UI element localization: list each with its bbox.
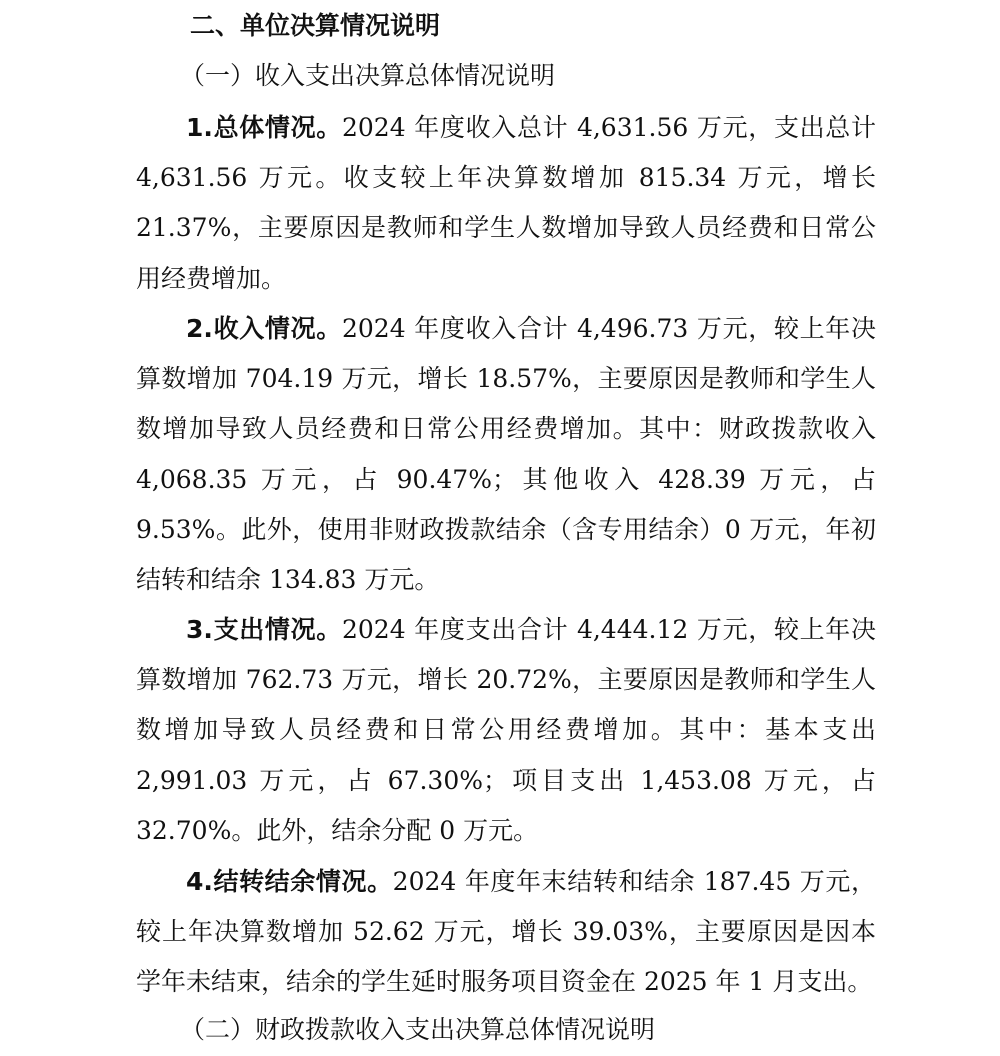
paragraph-lead: 2.收入情况。 [186, 314, 342, 343]
paragraph-overall [136, 103, 876, 304]
subsection-heading-1: （一）收入支出决算总体情况说明 [180, 61, 556, 90]
paragraph-text: 2024 年度年末结转和结余 187.45 万元，较上年决算数增加 52.62 万元，增长 39.03%，主要原因是因本学年未结束，结余的学生延时服务项目资金在 2025 年 1 月支出。 [136, 867, 876, 997]
paragraph-income [136, 304, 876, 605]
paragraph-lead: 4.结转结余情况。 [186, 867, 393, 896]
subsection-heading-2: （二）财政拨款收入支出决算总体情况说明 [180, 1015, 656, 1044]
paragraph-text: 2024 年度收入总计 4,631.56 万元，支出总计 4,631.56 万元。收支较上年决算数增加 815.34 万元，增长 21.37%，主要原因是教师和学生人数增加导致人员经费和日常公用经费增加。 [136, 113, 876, 293]
paragraph-carryover [136, 857, 876, 1008]
paragraph-lead: 1.总体情况。 [186, 113, 342, 142]
paragraph-expenditure [136, 605, 876, 856]
paragraph-text: 2024 年度支出合计 4,444.12 万元，较上年决算数增加 762.73 万元，增长 20.72%，主要原因是教师和学生人数增加导致人员经费和日常公用经费增加。其中：基本支出 2,991.03 万元，占 67.30%；项目支出 1,453.08 万元，占 32.70%。此外，结余分配 0 万元。 [136, 615, 876, 845]
paragraph-lead: 3.支出情况。 [186, 615, 342, 644]
paragraph-text: 2024 年度收入合计 4,496.73 万元，较上年决算数增加 704.19 万元，增长 18.57%，主要原因是教师和学生人数增加导致人员经费和日常公用经费增加。其中：财政拨款收入 4,068.35 万元，占 90.47%；其他收入 428.39 万元，占 9.53%。此外，使用非财政拨款结余（含专用结余）0 万元，年初结转和结余 134.83 万元。 [136, 314, 876, 595]
section-heading: 二、单位决算情况说明 [190, 11, 441, 40]
